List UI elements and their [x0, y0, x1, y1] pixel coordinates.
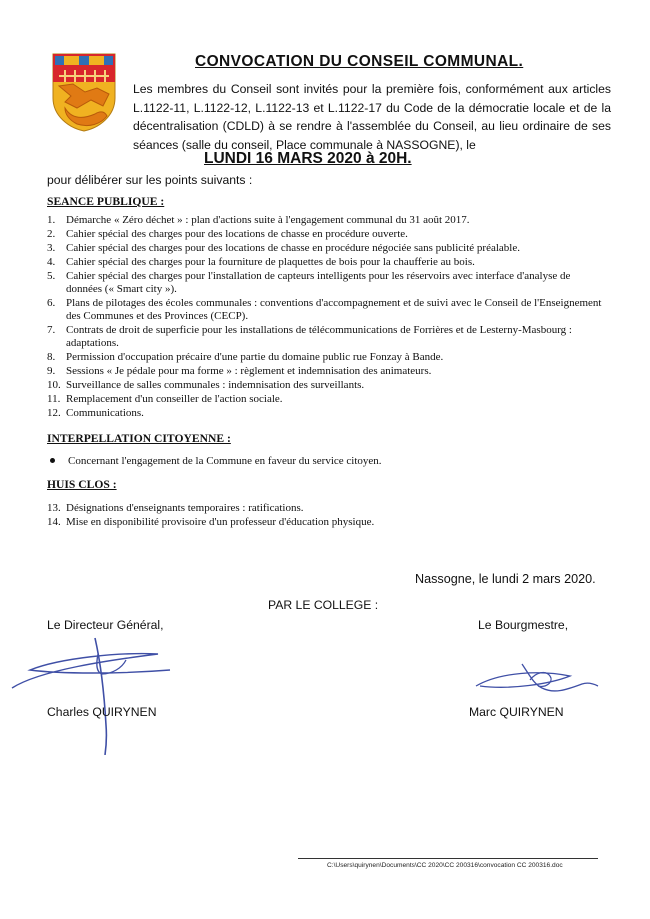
agenda-item: [47, 256, 607, 269]
document-title: CONVOCATION DU CONSEIL COMMUNAL.: [195, 53, 524, 70]
huis-clos-list: [47, 502, 607, 530]
meeting-date: LUNDI 16 MARS 2020 à 20H.: [204, 150, 412, 167]
directeur-name: Charles QUIRYNEN: [47, 705, 157, 719]
place-and-date: Nassogne, le lundi 2 mars 2020.: [415, 572, 596, 586]
agenda-item-number: 11.: [47, 392, 61, 405]
directeur-signature: [0, 630, 180, 755]
agenda-item: [47, 379, 607, 392]
agenda-item-number: 13.: [47, 502, 61, 514]
agenda-item-number: 12.: [47, 406, 61, 419]
agenda-item: [47, 365, 607, 378]
agenda-item: [47, 297, 607, 324]
par-le-college: PAR LE COLLEGE :: [268, 598, 379, 612]
bullet-icon: [50, 458, 55, 463]
agenda-item-text: Mise en disponibilité provisoire d'un professeur d'éducation physique.: [66, 515, 375, 528]
agenda-item: [47, 324, 607, 351]
interpellation-heading: INTERPELLATION CITOYENNE :: [47, 432, 231, 445]
interpellation-item: [47, 455, 382, 467]
agenda-item: [47, 228, 607, 241]
agenda-item-text: Remplacement d'un conseiller de l'action sociale.: [66, 392, 283, 405]
agenda-item: [47, 270, 607, 297]
agenda-item-text: Cahier spécial des charges pour des locations de chasse en procédure ouverte.: [66, 227, 408, 240]
agenda-item-number: 8.: [47, 351, 56, 364]
agenda-item-text: Sessions « Je pédale pour ma forme » : règlement et indemnisation des animateurs.: [66, 365, 432, 378]
agenda-item-number: 14.: [47, 515, 61, 528]
deliberation-intro: pour délibérer sur les points suivants :: [47, 173, 253, 187]
bourgmestre-name: Marc QUIRYNEN: [469, 705, 564, 719]
bourgmestre-title: Le Bourgmestre,: [478, 618, 569, 632]
agenda-item: [47, 516, 607, 529]
seance-publique-heading: SEANCE PUBLIQUE :: [47, 195, 165, 208]
agenda-item-number: 3.: [47, 241, 56, 254]
agenda-item: [47, 407, 607, 420]
agenda-item-number: 6.: [47, 296, 56, 309]
agenda-item-text: Désignations d'enseignants temporaires : ratifications.: [66, 502, 304, 514]
coat-of-arms-logo: [51, 52, 117, 132]
agenda-item-number: 1.: [47, 214, 56, 226]
agenda-item: [47, 393, 607, 406]
agenda-item-number: 10.: [47, 378, 61, 391]
directeur-general-title: Le Directeur Général,: [47, 618, 164, 632]
agenda-item-number: 5.: [47, 269, 56, 282]
agenda-item-text: Communications.: [66, 406, 144, 419]
seance-publique-list: [47, 214, 607, 421]
footer-divider: [298, 858, 598, 859]
agenda-item-text: Contrats de droit de superficie pour les installations de télécommunications de Forrières et de Lesterny-Masbourg : adaptations.: [66, 323, 572, 350]
footer-file-path: C:\Users\quirynen\Documents\CC 2020\CC 200316\convocation CC 200316.doc: [327, 862, 563, 869]
huis-clos-heading: HUIS CLOS :: [47, 478, 117, 491]
intro-paragraph: Les membres du Conseil sont invités pour la première fois, conformément aux articles L.1122-11, L.1122-12, L.1122-13 et L.1122-17 du Code de la démocratie locale et de la décentralisation (CDLD) à se rendre à l'assemblée du Conseil, au lieu ordinaire de ses séances (salle du conseil, Place communale à NASSOGNE), le: [133, 82, 611, 152]
agenda-item-number: 2.: [47, 227, 56, 240]
agenda-item-text: Cahier spécial des charges pour des locations de chasse en procédure négociée sans publicité préalable.: [66, 241, 520, 254]
agenda-item-text: Surveillance de salles communales : indemnisation des surveillants.: [66, 378, 365, 391]
bourgmestre-signature: [470, 650, 600, 710]
agenda-item: [47, 214, 607, 227]
agenda-item-text: Cahier spécial des charges pour l'installation de capteurs intelligents pour les réservoirs avec interface d'analyse de données (« Smart city »).: [66, 269, 571, 295]
agenda-item: [47, 351, 607, 364]
agenda-item-text: Démarche « Zéro déchet » : plan d'actions suite à l'engagement communal du 31 août 2017.: [66, 214, 470, 226]
agenda-item-number: 9.: [47, 365, 56, 378]
agenda-item-number: 7.: [47, 323, 56, 336]
agenda-item-text: Permission d'occupation précaire d'une partie du domaine public rue Fonzay à Bande.: [66, 351, 444, 364]
agenda-item-number: 4.: [47, 255, 56, 268]
agenda-item: [47, 242, 607, 255]
agenda-item: [47, 502, 607, 515]
interpellation-item-text: Concernant l'engagement de la Commune en faveur du service citoyen.: [68, 455, 382, 467]
agenda-item-text: Cahier spécial des charges pour la fourniture de plaquettes de bois pour la chaufferie au bois.: [66, 255, 475, 268]
agenda-item-text: Plans de pilotages des écoles communales : conventions d'accompagnement et de suivi avec le Conseil de l'Enseignement des Communes et des Provinces (CECP).: [66, 296, 602, 323]
